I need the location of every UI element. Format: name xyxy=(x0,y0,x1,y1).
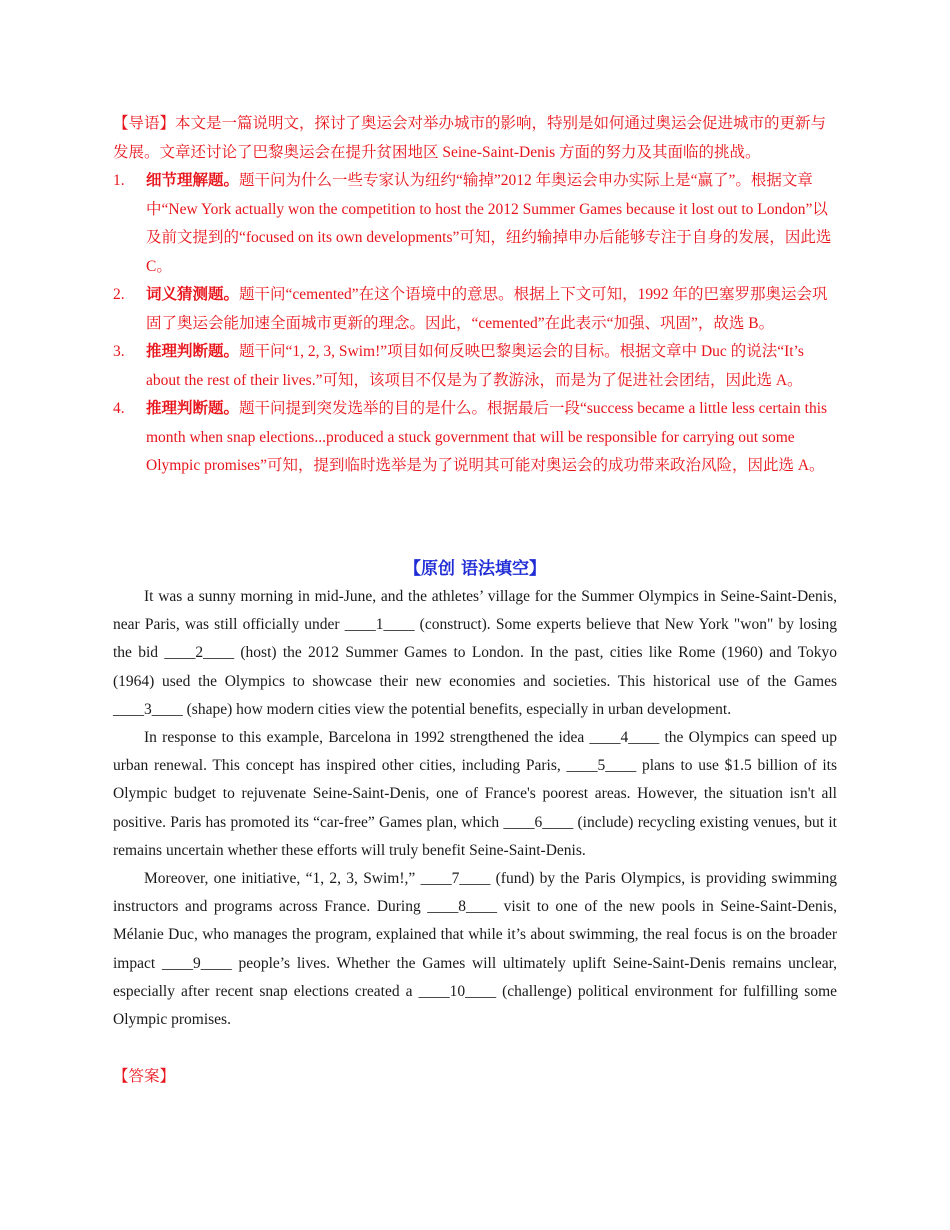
passage-text: It was a sunny morning in mid-June, and the athletes’ village for the Summer Olympics in Seine-Saint-Denis, near Paris, was still officially under xyxy=(113,588,837,634)
question-type: 推理判断题。 xyxy=(146,400,240,417)
passage-text: (host) the 2012 Summer Games to London. In the past, cities like Rome (1960) and Tokyo (1964) used the Olympics to showcase their new economies and societies. This historical use of the Games xyxy=(113,644,838,690)
question-type: 推理判断题。 xyxy=(146,343,240,360)
section-title: 【原创 语法填空】 xyxy=(404,559,546,579)
passage-text: (challenge) political environment for fulfilling some Olympic promises. xyxy=(113,982,838,1029)
blank-3: ____3____ xyxy=(113,700,187,718)
blank-9: ____9____ xyxy=(161,954,239,972)
passage-paragraph-3 xyxy=(113,865,837,1034)
blank-2: ____2____ xyxy=(164,644,241,662)
analysis-text: 题干问提到突发选举的目的是什么。根据最后一段“success became a little less certain this month when snap elections...produced a stuck government that will be responsible for carrying out some Olympic promises”可知，提到临时选举是为了说明其可能对奥运会的成功带来政治风险，因此选 A。 xyxy=(146,400,828,474)
question-type: 词义猜测题。 xyxy=(146,286,240,303)
passage-text: (construct). Some experts believe that New York "won" by losing the bid xyxy=(113,616,838,662)
passage-text: Moreover, one initiative, “1, 2, 3, Swim!,” xyxy=(144,870,421,888)
item-number: 2. xyxy=(113,286,125,303)
question-type: 细节理解题。 xyxy=(146,172,240,189)
analysis-item-1 xyxy=(113,167,835,281)
passage-text: visit to one of the new pools in Seine-Saint-Denis, Mélanie Duc, who manages the program, explained that while it’s about swimming, the real focus is on the broader impact xyxy=(113,898,837,972)
blank-4: ____4____ xyxy=(589,729,665,747)
answer-label: 【答案】 xyxy=(113,1068,176,1085)
grammar-fill-passage xyxy=(113,583,837,1034)
passage-text: (fund) by the Paris Olympics, is providing swimming instructors and programs across France. During xyxy=(113,870,838,916)
analysis-text: 题干问“1, 2, 3, Swim!”项目如何反映巴黎奥运会的目标。根据文章中 Duc 的说法“It’s about the rest of their lives.”可知，该项目不仅是为了教游泳，而是为了促进社会团结，因此选 A。 xyxy=(146,343,804,389)
blank-7: ____7____ xyxy=(420,870,496,888)
question-analysis-list xyxy=(113,167,835,481)
passage-text: plans to use $1.5 billion of its Olympic budget to rejuvenate Seine-Saint-Denis, one of France's poorest areas. However, the situation isn't all positive. Paris has promoted its “car-free” Games plan, which xyxy=(113,757,838,831)
guide-section xyxy=(113,110,835,481)
blank-10: ____10____ xyxy=(418,982,503,1000)
blank-1: ____1____ xyxy=(344,616,420,634)
item-number: 3. xyxy=(113,343,125,360)
guide-intro: 【导语】本文是一篇说明文，探讨了奥运会对举办城市的影响，特别是如何通过奥运会促进城市的更新与发展。文章还讨论了巴黎奥运会在提升贫困地区 Seine-Saint-Denis 方面的努力及其面临的挑战。 xyxy=(113,115,827,161)
passage-text: (include) recycling existing venues, but it remains uncertain whether these efforts will truly benefit Seine-Saint-Denis. xyxy=(113,813,837,859)
item-number: 4. xyxy=(113,400,125,417)
blank-5: ____5____ xyxy=(566,757,642,775)
analysis-item-2 xyxy=(113,281,835,338)
blank-6: ____6____ xyxy=(503,813,578,831)
passage-paragraph-2 xyxy=(113,724,837,865)
analysis-text: 题干问“cemented”在这个语境中的意思。根据上下文可知，1992 年的巴塞罗那奥运会巩固了奥运会能加速全面城市更新的理念。因此，“cemented”在此表示“加强、巩固”，故选 B。 xyxy=(146,286,828,332)
passage-paragraph-1 xyxy=(113,583,837,724)
passage-text: people’s lives. Whether the Games will ultimately uplift Seine-Saint-Denis remains unclear, especially after recent snap elections created a xyxy=(113,954,837,1000)
analysis-item-4 xyxy=(113,395,835,481)
blank-8: ____8____ xyxy=(427,898,504,916)
item-number: 1. xyxy=(113,172,125,189)
analysis-item-3 xyxy=(113,338,835,395)
passage-text: the Olympics can speed up urban renewal. This concept has inspired other cities, including Paris, xyxy=(113,729,837,775)
passage-text: In response to this example, Barcelona in 1992 strengthened the idea xyxy=(144,729,590,747)
passage-text: (shape) how modern cities view the potential benefits, especially in urban development. xyxy=(186,700,732,718)
analysis-text: 题干问为什么一些专家认为纽约“输掉”2012 年奥运会申办实际上是“赢了”。根据文章中“New York actually won the competition to host the 2012 Summer Games because it lost out to London”以及前文提到的“focused on its own developments”可知，纽约输掉申办后能够专注于自身的发展，因此选 C。 xyxy=(146,172,832,275)
